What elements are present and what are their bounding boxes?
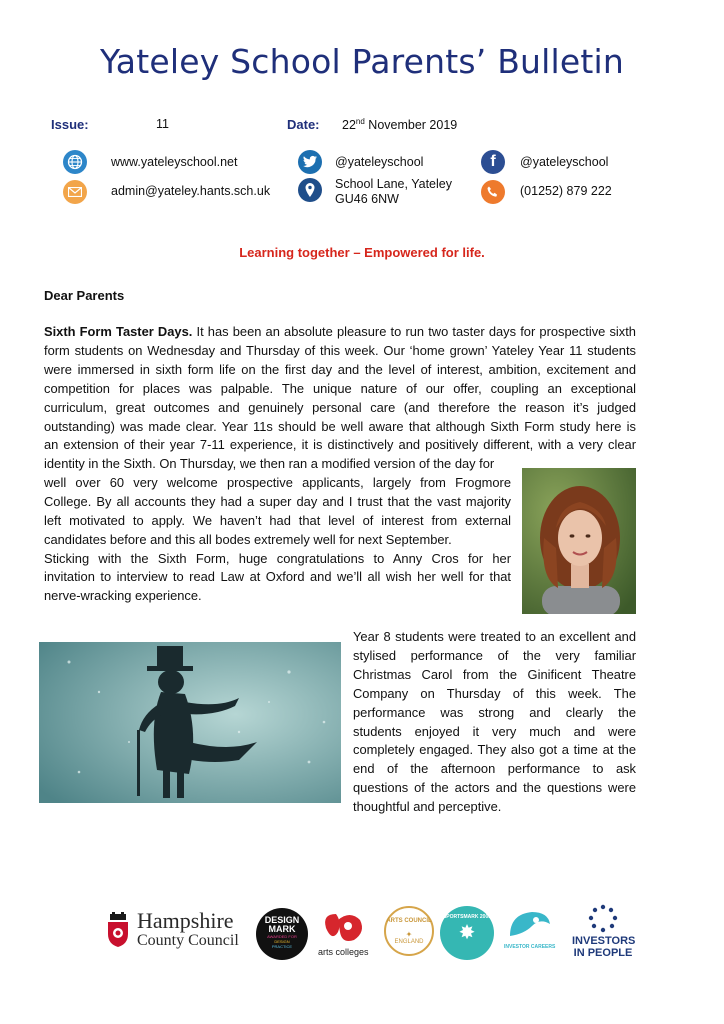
investors-in-people-wreath-icon xyxy=(588,904,618,939)
school-address xyxy=(335,177,452,207)
article2-line: end of the afternoon performance to ask xyxy=(353,761,636,777)
iip-line-2: IN PEOPLE xyxy=(573,947,633,959)
investor-careers-icon xyxy=(506,908,552,947)
article1-heading: Sixth Form Taster Days. xyxy=(44,324,193,339)
phone-number[interactable]: (01252) 879 222 xyxy=(520,184,612,198)
article2-line: Year 8 students were treated to an excellent and xyxy=(353,629,636,644)
twitter-icon xyxy=(298,150,322,174)
date-label: Date: xyxy=(287,117,320,132)
student-photo xyxy=(522,468,636,614)
article-christmas-carol xyxy=(353,628,636,817)
hampshire-line-1: Hampshire xyxy=(137,908,234,933)
design-mark-line-4: DESIGN xyxy=(274,939,290,944)
facebook-icon: f xyxy=(481,150,505,174)
article2-line: students enjoyed it very much and were xyxy=(353,723,636,739)
facebook-handle[interactable]: @yateleyschool xyxy=(520,155,609,169)
design-mark-line-3: AWARDED FOR xyxy=(267,934,297,939)
arts-colleges-label: arts colleges xyxy=(318,947,369,957)
hampshire-line-2: County Council xyxy=(137,932,239,949)
address-line-1: School Lane, Yateley xyxy=(335,177,452,191)
article1-line: identity in the Sixth. On Thursday, we then ran a modified version of the day for xyxy=(44,456,495,471)
article2-line: questions of the actors and the questions were xyxy=(353,780,636,796)
arts-council-line-1: ARTS COUNCIL xyxy=(386,918,432,924)
article1-line: an extension of their year 7-11 experience, it is distinctively and positively different, with a very clear xyxy=(44,437,636,453)
design-mark-line-1: DESIGN xyxy=(264,915,300,925)
arts-council-line-2: ENGLAND xyxy=(394,939,424,945)
article2-line: performance was strong and clearly the xyxy=(353,704,636,720)
article2-line: stylised performance of the very familiar xyxy=(353,647,636,663)
hampshire-logo-text xyxy=(137,910,239,949)
website-link[interactable]: www.yateleyschool.net xyxy=(111,155,238,169)
article1-line: competition for places was palpable. The unique nature of our offer, coupling an exceptional xyxy=(44,380,636,396)
greeting: Dear Parents xyxy=(44,288,125,303)
mail-icon xyxy=(63,180,87,204)
article1-line: nerve-wracking experience. xyxy=(44,588,202,604)
email-link[interactable]: admin@yateley.hants.sch.uk xyxy=(111,184,271,198)
article1-line: form students on Wednesday and Thursday of this week. Our ‘home grown’ Yateley Year 11 students xyxy=(44,342,636,358)
article2-line: Christmas Carol from the Ginificent Theatre xyxy=(353,666,636,682)
sportsmark-label: SPORTSMARK 2008 xyxy=(442,914,492,920)
bulletin-title: Yateley School Parents’ Bulletin xyxy=(99,42,625,81)
date-value: 22nd November 2019 xyxy=(342,117,458,133)
article2-line: Company on Thursday of this week. The xyxy=(353,685,636,701)
article1-line: candidates before and this all bodes extremely well for next September. xyxy=(44,531,452,547)
sportsmark-logo xyxy=(440,906,494,960)
arts-colleges-icon xyxy=(320,910,368,951)
article-sixth-form-narrow xyxy=(44,455,511,606)
design-mark-line-2: MARK xyxy=(268,924,296,934)
article1-line: College. By all accounts they had a super day and I trust that the vast majority xyxy=(44,493,511,509)
address-line-2: GU46 6NW xyxy=(335,192,399,206)
phone-icon xyxy=(481,180,505,204)
iip-line-1: INVESTORS xyxy=(572,935,636,947)
sportsmark-star-icon: ✸ xyxy=(458,922,476,944)
issue-label: Issue: xyxy=(51,117,89,132)
article1-line: well over 60 very welcome prospective applicants, largely from Frogmore xyxy=(44,474,511,490)
star-icon: ✦ xyxy=(405,930,413,939)
hampshire-crest-icon xyxy=(104,912,132,953)
investor-careers-label: INVESTOR CAREERS xyxy=(504,944,556,950)
christmas-carol-image xyxy=(39,642,341,803)
design-mark-logo xyxy=(256,908,308,960)
issue-value: 11 xyxy=(156,117,169,131)
article1-line: Sticking with the Sixth Form, huge congratulations to Anny Cros for her xyxy=(44,550,511,566)
investors-in-people-logo xyxy=(572,935,634,959)
article1-line: curriculum, great outcomes and genuinely personal care (and therefore the reason it’s judged xyxy=(44,399,636,415)
article1-line: invitation to interview to read Law at Oxford and we’ll all wish her well for that xyxy=(44,569,511,585)
location-pin-icon xyxy=(298,178,322,202)
school-tagline: Learning together – Empowered for life. xyxy=(239,245,485,260)
article1-line: outstanding) was made clear. Year 11s should be well aware that although Sixth Form study here is xyxy=(44,418,636,434)
article2-line: completely engaged. They also got a time at the xyxy=(353,742,636,758)
design-mark-line-5: PRACTICE xyxy=(271,944,293,949)
article2-line: thoughtful and perceptive. xyxy=(353,799,502,815)
article1-line: left motivated to apply. We haven’t had that level of interest from external xyxy=(44,512,511,528)
accreditation-logos xyxy=(0,900,724,970)
article-sixth-form-full-width xyxy=(44,323,636,455)
article1-line: Sixth Form Taster Days. It has been an absolute pleasure to run two taster days for prospective sixth xyxy=(44,324,636,339)
arts-council-logo xyxy=(384,906,434,956)
twitter-handle[interactable]: @yateleyschool xyxy=(335,155,424,169)
article1-line: were immersed in sixth form life on the first day and the level of interest, ambition, excitement and xyxy=(44,361,636,377)
globe-icon xyxy=(63,150,87,174)
